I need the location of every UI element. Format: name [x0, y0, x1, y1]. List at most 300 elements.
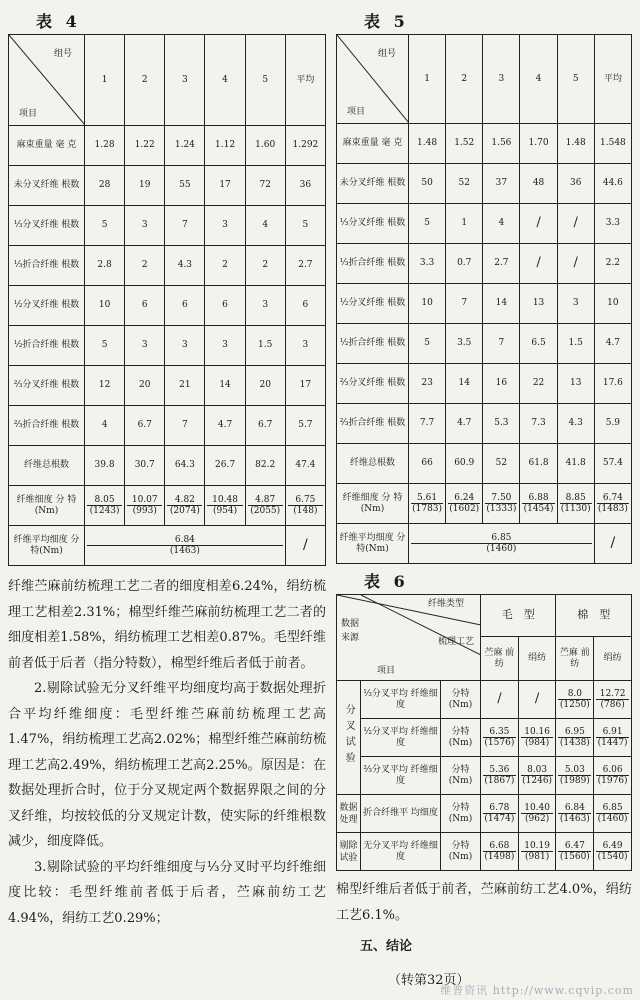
table-row: [9, 286, 326, 326]
value: 4.82: [174, 494, 195, 505]
process-header: 绢纺: [518, 637, 556, 681]
cell: [205, 486, 245, 526]
value: (1576): [484, 738, 515, 748]
cell: 17.6: [594, 364, 631, 404]
cell: 26.7: [205, 446, 245, 486]
table5-corner-bottom: 项目: [347, 106, 366, 117]
table5-col: 1: [409, 35, 446, 124]
cell: 61.8: [520, 444, 557, 484]
value: (993): [132, 506, 157, 516]
cell: 13: [557, 364, 594, 404]
value: 6.78: [489, 802, 510, 813]
table-row: [337, 324, 632, 364]
cell: 3: [165, 326, 205, 366]
value: (1463): [169, 546, 200, 556]
cell: 1: [446, 204, 483, 244]
cell: [409, 484, 446, 524]
value: 10.19: [524, 840, 550, 851]
cell: 7: [483, 324, 520, 364]
cell: 1.5: [557, 324, 594, 364]
cell: 5: [85, 326, 125, 366]
cell: 6.7: [245, 406, 285, 446]
cell: 3: [205, 326, 245, 366]
cell: 10: [594, 284, 631, 324]
value: (962): [525, 814, 550, 824]
cell: 1.60: [245, 126, 285, 166]
cell: [446, 484, 483, 524]
cell: 6.7: [125, 406, 165, 446]
cell: 4.7: [205, 406, 245, 446]
process-header: 苎麻 前纺: [481, 637, 519, 681]
type-header: 棉 型: [556, 595, 632, 637]
value: 6.06: [602, 764, 623, 775]
table5-col: 3: [483, 35, 520, 124]
cell: 60.9: [446, 444, 483, 484]
value: (1460): [486, 544, 517, 554]
table-row: [9, 326, 326, 366]
cell: [594, 681, 632, 719]
continued-note: （转第32页）: [388, 972, 470, 988]
table-row: [337, 164, 632, 204]
cell: 50: [409, 164, 446, 204]
paragraph: 棉型纤维后者低于前者，苎麻前纺工艺4.0%，绢纺工艺6.1%。: [336, 882, 632, 923]
table-row: [9, 246, 326, 286]
value: 6.74: [602, 492, 623, 503]
table-row: [9, 166, 326, 206]
row-unit: 分特 (Nm): [441, 757, 481, 795]
cell: 20: [125, 366, 165, 406]
table5-title: 表 5: [364, 12, 409, 31]
cell: 6: [165, 286, 205, 326]
value: (1498): [484, 852, 515, 862]
cell: 37: [483, 164, 520, 204]
cell: [594, 795, 632, 833]
cell: 5: [409, 204, 446, 244]
cell: /: [557, 244, 594, 284]
table6-corner: [337, 595, 481, 681]
cell: [85, 526, 286, 566]
value: 8.0: [567, 688, 583, 699]
cell: [165, 486, 205, 526]
value: 6.84: [564, 802, 585, 813]
cell: 19: [125, 166, 165, 206]
table-row: [337, 795, 632, 833]
value: /: [497, 691, 502, 707]
row-label: 纤维平均细度 分 特(Nm): [337, 524, 409, 564]
value: 6.49: [602, 840, 623, 851]
cell: 7: [165, 406, 205, 446]
cell: 28: [85, 166, 125, 206]
table-row: [337, 204, 632, 244]
cell: 1.292: [285, 126, 325, 166]
table-row: [337, 244, 632, 284]
cell: [481, 719, 519, 757]
value: 10.48: [212, 494, 238, 505]
table4-col: 5: [245, 35, 285, 126]
value: (2055): [250, 506, 281, 516]
value: (1130): [560, 504, 591, 514]
cell: 36: [285, 166, 325, 206]
cell: 17: [205, 166, 245, 206]
row-label: ⅔分叉平均 纤维细度: [361, 757, 441, 795]
table6-title: 表 6: [364, 572, 409, 591]
table-row: [337, 484, 632, 524]
cell: 4.3: [557, 404, 594, 444]
cell: 41.8: [557, 444, 594, 484]
row-label: ½分叉平均 纤维细度: [361, 719, 441, 757]
group-label-text: 数据处理: [339, 802, 358, 825]
group-label-text: 剔除试验: [339, 840, 358, 863]
cell: 6: [205, 286, 245, 326]
cell: 4.7: [594, 324, 631, 364]
cell: 0.7: [446, 244, 483, 284]
cell: 44.6: [594, 164, 631, 204]
table5: [336, 34, 632, 564]
value: 5.61: [417, 492, 438, 503]
table4-corner-top: 组号: [53, 49, 72, 59]
table4-col: 4: [205, 35, 245, 126]
cell: [557, 484, 594, 524]
cell: [556, 681, 594, 719]
cell: 14: [483, 284, 520, 324]
cell: 2.8: [85, 246, 125, 286]
cell: 1.48: [557, 124, 594, 164]
value: (1460): [597, 814, 628, 824]
value: (1438): [559, 738, 590, 748]
table-row: [337, 364, 632, 404]
value: 6.75: [295, 494, 316, 505]
watermark: 维普资讯 http://www.cqvip.com: [440, 984, 634, 997]
value: 7.50: [491, 492, 512, 503]
table-row: [9, 526, 326, 566]
cell: 30.7: [125, 446, 165, 486]
cell: 17: [285, 366, 325, 406]
group-label: [337, 681, 361, 795]
paragraph: 2.剔除试验无分叉纤维平均细度均高于数据处理折合平均纤维细度：毛型纤维苎麻前纺梳理工艺高1.47%，绢纺梳理工艺高2.02%；棉型纤维苎麻前纺梳理工艺高2.49%，绢纺梳理工艺高2.25%。原因是：在数据处理折合时，位于分叉规定两个数据界限之间的分叉纤维，均按较低的分叉规定计数，使实际的纤维根数减少，细度降低。: [8, 681, 326, 849]
table4-corner-bottom: 项目: [19, 108, 38, 119]
value: 5.36: [489, 764, 510, 775]
row-label: ½分叉纤维 根数: [337, 284, 409, 324]
table6-corner-bottom: 项目: [377, 665, 396, 676]
table4-title: 表 4: [36, 12, 81, 31]
process-header: 绢纺: [594, 637, 632, 681]
cell: 1.22: [125, 126, 165, 166]
table-row: [337, 444, 632, 484]
cell: 5.9: [594, 404, 631, 444]
value: (2074): [169, 506, 200, 516]
row-label: 纤维总根数: [337, 444, 409, 484]
cell: [483, 484, 520, 524]
value: 10.40: [524, 802, 550, 813]
cell: [594, 757, 632, 795]
cell: 4.3: [165, 246, 205, 286]
value: (1483): [597, 504, 628, 514]
cell: 1.548: [594, 124, 631, 164]
value: (1989): [559, 776, 590, 786]
cell: [594, 833, 632, 871]
value: 4.87: [255, 494, 276, 505]
row-label: ⅓分叉纤维 根数: [9, 206, 85, 246]
value: (1454): [523, 504, 554, 514]
value: (1867): [484, 776, 515, 786]
cell: 48: [520, 164, 557, 204]
cell: [518, 833, 556, 871]
value: (1602): [449, 504, 480, 514]
row-label: 纤维平均细度 分 特(Nm): [9, 526, 85, 566]
row-unit: 分特 (Nm): [441, 833, 481, 871]
cell: 55: [165, 166, 205, 206]
row-label: ½折合纤维 根数: [9, 326, 85, 366]
cell: 52: [446, 164, 483, 204]
value: (1246): [522, 776, 553, 786]
cell: 3.5: [446, 324, 483, 364]
value: 6.85: [602, 802, 623, 813]
value: (1474): [484, 814, 515, 824]
cell: 72: [245, 166, 285, 206]
row-label: ½分叉纤维 根数: [9, 286, 85, 326]
paragraph: 3.剔除试验的平均纤维细度与⅓分叉时平均纤维细度比较：毛型纤维前者低于后者，苎麻前纺工艺4.94%，绢纺工艺0.29%；: [8, 859, 326, 926]
cell: [518, 757, 556, 795]
cell: 3: [125, 326, 165, 366]
row-label: 折合纤维平 均细度: [361, 795, 441, 833]
value: (1783): [412, 504, 443, 514]
table-row: [9, 206, 326, 246]
cell: 2.2: [594, 244, 631, 284]
cell: [556, 795, 594, 833]
cell: /: [285, 526, 325, 566]
cell: [518, 795, 556, 833]
table6-corner-top: 纤维类型: [428, 599, 465, 609]
cell: 3: [245, 286, 285, 326]
table4-col: 2: [125, 35, 165, 126]
row-label: ⅔折合纤维 根数: [9, 406, 85, 446]
value: 6.95: [564, 726, 585, 737]
cell: 5: [85, 206, 125, 246]
cell: 57.4: [594, 444, 631, 484]
cell: 3: [557, 284, 594, 324]
cell: [481, 757, 519, 795]
cell: 1.24: [165, 126, 205, 166]
value: (1447): [597, 738, 628, 748]
value: 6.85: [491, 532, 512, 543]
row-label: 未分叉纤维 根数: [337, 164, 409, 204]
cell: 13: [520, 284, 557, 324]
cell: 39.8: [85, 446, 125, 486]
right-column: [336, 10, 632, 993]
cell: 4.7: [446, 404, 483, 444]
cell: 20: [245, 366, 285, 406]
table5-corner: [337, 35, 409, 124]
cell: 4: [245, 206, 285, 246]
cell: 2: [205, 246, 245, 286]
cell: [125, 486, 165, 526]
table4-col: 1: [85, 35, 125, 126]
row-unit: 分特 (Nm): [441, 681, 481, 719]
cell: 7: [446, 284, 483, 324]
table-row: [337, 124, 632, 164]
value: (1243): [89, 506, 120, 516]
cell: 36: [557, 164, 594, 204]
row-label: 纤维总根数: [9, 446, 85, 486]
table-row: [9, 366, 326, 406]
row-label: 麻束重量 毫 克: [337, 124, 409, 164]
cell: 1.12: [205, 126, 245, 166]
table6-corner-mid: 梳理工艺: [438, 637, 475, 647]
table-row: [9, 446, 326, 486]
row-label: ½折合纤维 根数: [337, 324, 409, 364]
value: (1976): [597, 776, 628, 786]
table-row: [337, 524, 632, 564]
cell: [556, 757, 594, 795]
value: 6.47: [564, 840, 585, 851]
value: 6.84: [174, 534, 195, 545]
value: 8.05: [94, 494, 115, 505]
value: (786): [600, 700, 625, 710]
cell: /: [557, 204, 594, 244]
cell: [481, 681, 519, 719]
table-row: [337, 284, 632, 324]
value: (1333): [486, 504, 517, 514]
table6-corner-left: 数据来源: [340, 619, 359, 643]
table5-col: 4: [520, 35, 557, 124]
table-row: [337, 833, 632, 871]
cell: 5.3: [483, 404, 520, 444]
section-heading: 五、结论: [360, 939, 413, 954]
cell: 23: [409, 364, 446, 404]
cell: /: [520, 244, 557, 284]
table4-corner: [9, 35, 85, 126]
row-label: ⅔分叉纤维 根数: [9, 366, 85, 406]
cell: 2: [245, 246, 285, 286]
cell: 22: [520, 364, 557, 404]
value: 6.91: [602, 726, 623, 737]
table-row: [337, 757, 632, 795]
cell: 14: [446, 364, 483, 404]
cell: 10: [409, 284, 446, 324]
cell: 1.70: [520, 124, 557, 164]
row-label: 未分叉纤维 根数: [9, 166, 85, 206]
cell: [556, 719, 594, 757]
cell: 1.52: [446, 124, 483, 164]
value: 6.68: [489, 840, 510, 851]
cell: 5.7: [285, 406, 325, 446]
left-text: [8, 574, 326, 931]
cell: 6: [125, 286, 165, 326]
cell: 21: [165, 366, 205, 406]
cell: 7.7: [409, 404, 446, 444]
row-label: ⅓折合纤维 根数: [337, 244, 409, 284]
table4-col: 平均: [285, 35, 325, 126]
cell: 47.4: [285, 446, 325, 486]
cell: 1.5: [245, 326, 285, 366]
cell: 3: [285, 326, 325, 366]
cell: 2.7: [483, 244, 520, 284]
cell: 1.28: [85, 126, 125, 166]
value: (954): [212, 506, 238, 516]
cell: 3.3: [409, 244, 446, 284]
paragraph: 纤维苎麻前纺梳理工艺二者的细度相差6.24%，绢纺梳理工艺相差2.31%；棉型纤维苎麻前纺梳理工艺二者的细度相差1.58%，绢纺梳理工艺相差0.87%。毛型纤维前者低于后者（指分特数），棉型纤维后者低于前者。: [8, 579, 326, 671]
cell: 3: [125, 206, 165, 246]
value: 8.85: [565, 492, 586, 503]
value: 6.24: [454, 492, 475, 503]
value: 6.88: [528, 492, 549, 503]
cell: 12: [85, 366, 125, 406]
cell: 16: [483, 364, 520, 404]
cell: 64.3: [165, 446, 205, 486]
type-header: 毛 型: [481, 595, 556, 637]
value: (1560): [559, 852, 590, 862]
cell: [285, 486, 325, 526]
value: (148): [293, 506, 318, 516]
table-row: [337, 404, 632, 444]
cell: 6: [285, 286, 325, 326]
cell: /: [520, 204, 557, 244]
cell: /: [594, 524, 631, 564]
value: 10.07: [131, 494, 158, 505]
table-row: [9, 126, 326, 166]
value: (1250): [559, 700, 590, 710]
cell: [594, 719, 632, 757]
cell: [481, 833, 519, 871]
row-label: ⅓折合纤维 根数: [9, 246, 85, 286]
cell: [245, 486, 285, 526]
cell: 1.48: [409, 124, 446, 164]
cell: [481, 795, 519, 833]
cell: 3: [205, 206, 245, 246]
value: /: [534, 691, 540, 707]
cell: 5: [285, 206, 325, 246]
row-label: 无分叉平均 纤维细度: [361, 833, 441, 871]
cell: 4: [483, 204, 520, 244]
row-label: 纤维细度 分 特(Nm): [337, 484, 409, 524]
table5-col: 平均: [594, 35, 631, 124]
table5-col: 2: [446, 35, 483, 124]
left-column: [8, 10, 326, 931]
row-label: ⅔分叉纤维 根数: [337, 364, 409, 404]
table-row: [9, 406, 326, 446]
row-unit: 分特 (Nm): [441, 795, 481, 833]
cell: 2.7: [285, 246, 325, 286]
value: 10.16: [524, 726, 550, 737]
cell: [409, 524, 595, 564]
cell: 7: [165, 206, 205, 246]
row-label: 纤维细度 分 特(Nm): [9, 486, 85, 526]
group-label: [337, 833, 361, 871]
table-row: [337, 719, 632, 757]
value: 6.35: [489, 726, 510, 737]
table4-col: 3: [165, 35, 205, 126]
cell: 4: [85, 406, 125, 446]
cell: [518, 681, 556, 719]
row-label: ⅓分叉纤维 根数: [337, 204, 409, 244]
cell: 6.5: [520, 324, 557, 364]
cell: 1.56: [483, 124, 520, 164]
cell: [85, 486, 125, 526]
value: 5.03: [564, 764, 585, 775]
table-row: [9, 486, 326, 526]
row-label: ⅔折合纤维 根数: [337, 404, 409, 444]
value: 12.72: [599, 688, 626, 699]
cell: 52: [483, 444, 520, 484]
cell: 3.3: [594, 204, 631, 244]
group-label: [337, 795, 361, 833]
cell: 2: [125, 246, 165, 286]
cell: 14: [205, 366, 245, 406]
table6: [336, 594, 632, 871]
cell: 66: [409, 444, 446, 484]
value: 8.03: [527, 764, 548, 775]
cell: [556, 833, 594, 871]
